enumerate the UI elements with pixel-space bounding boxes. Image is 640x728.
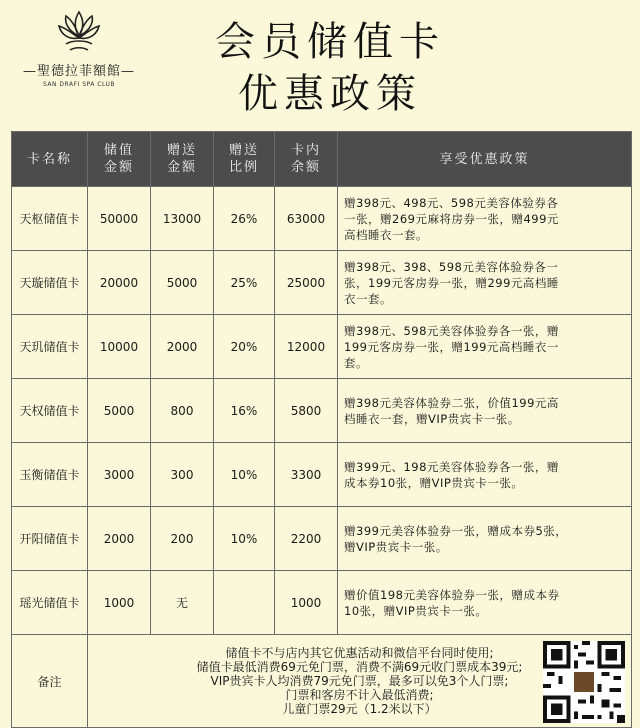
amount-cell: 2000 — [88, 507, 151, 571]
card-name-cell: 开阳储值卡 — [12, 507, 88, 571]
perk-line: 一张，赠269元麻将房券一张，赠499元 — [344, 211, 559, 226]
note-line: 储值卡最低消费69元免门票，消费不满69元收门票成本39元; — [196, 660, 523, 674]
brand-logo — [14, 10, 144, 110]
perk-line: 赠398元美容体验券二张，价值199元高 — [344, 395, 559, 410]
perks-cell — [338, 251, 632, 315]
ratio-cell — [214, 571, 275, 635]
header-perks: 享受优惠政策 — [338, 132, 632, 187]
amount-cell: 50000 — [88, 187, 151, 251]
table-row — [12, 187, 632, 251]
card-name-cell: 瑶光储值卡 — [12, 571, 88, 635]
amount-cell: 3000 — [88, 443, 151, 507]
ratio-cell: 25% — [214, 251, 275, 315]
perk-line: 赠399元、198元美容体验券各一张，赠 — [344, 459, 559, 474]
table-row — [12, 315, 632, 379]
bonus-cell: 200 — [151, 507, 214, 571]
qr-code-icon — [543, 641, 625, 723]
bonus-cell: 5000 — [151, 251, 214, 315]
balance-cell: 1000 — [275, 571, 338, 635]
balance-cell: 63000 — [275, 187, 338, 251]
perks-cell — [338, 315, 632, 379]
card-name-cell: 天璇储值卡 — [12, 251, 88, 315]
balance-cell: 12000 — [275, 315, 338, 379]
balance-cell: 2200 — [275, 507, 338, 571]
perk-line: 高档睡衣一套。 — [344, 227, 428, 242]
note-line: 储值卡不与店内其它优惠活动和微信平台同时使用; — [225, 646, 494, 660]
perk-line: 赠398元、498元、598元美容体验券各 — [344, 195, 559, 210]
balance-cell: 25000 — [275, 251, 338, 315]
table-row — [12, 379, 632, 443]
note-line: VIP贵宾卡人均消费79元免门票，最多可以免3个人门票; — [210, 674, 509, 688]
perk-line: 赠价值198元美容体验券一张，赠成本券 — [344, 587, 560, 602]
card-name-cell: 天权储值卡 — [12, 379, 88, 443]
page-header — [0, 0, 640, 122]
table-row — [12, 571, 632, 635]
ratio-cell: 10% — [214, 443, 275, 507]
table-row — [12, 251, 632, 315]
ratio-cell: 20% — [214, 315, 275, 379]
note-line: 门票和客房不计入最低消费; — [285, 688, 434, 702]
balance-cell: 3300 — [275, 443, 338, 507]
ratio-cell: 16% — [214, 379, 275, 443]
table-row — [12, 443, 632, 507]
header-card-name: 卡名称 — [12, 132, 88, 187]
perk-line: 199元客房券一张，赠199元高档睡衣一 — [344, 339, 559, 354]
notes-text — [88, 635, 632, 728]
perk-line: 成本券10张，赠VIP贵宾卡一张。 — [344, 475, 524, 490]
bonus-cell: 无 — [151, 571, 214, 635]
perks-cell — [338, 443, 632, 507]
perk-line: 张，199元客房券一张，赠299元高档睡 — [344, 275, 559, 290]
lotus-logo-icon — [56, 10, 102, 54]
bonus-cell: 13000 — [151, 187, 214, 251]
notes-row — [12, 635, 632, 728]
amount-cell: 10000 — [88, 315, 151, 379]
perks-cell — [338, 379, 632, 443]
header-balance: 卡内 余额 — [275, 132, 338, 187]
ratio-cell: 10% — [214, 507, 275, 571]
ratio-cell: 26% — [214, 187, 275, 251]
perks-cell — [338, 571, 632, 635]
table-row — [12, 507, 632, 571]
header-ratio: 赠送 比例 — [214, 132, 275, 187]
amount-cell: 1000 — [88, 571, 151, 635]
perk-line: 衣一套。 — [344, 291, 392, 306]
card-name-cell: 天玑储值卡 — [12, 315, 88, 379]
perks-cell — [338, 187, 632, 251]
note-line: 儿童门票29元（1.2米以下） — [282, 702, 437, 716]
page-title-line1: 会员储值卡 — [215, 19, 445, 65]
brand-name-cn: —聖德拉菲額館— — [22, 64, 135, 79]
card-name-cell: 天枢储值卡 — [12, 187, 88, 251]
bonus-cell: 800 — [151, 379, 214, 443]
notes-label: 备注 — [12, 635, 88, 728]
perks-cell — [338, 507, 632, 571]
amount-cell: 20000 — [88, 251, 151, 315]
bonus-cell: 300 — [151, 443, 214, 507]
balance-cell: 5800 — [275, 379, 338, 443]
perk-line: 赠399元美容体验券一张，赠成本券5张， — [344, 523, 568, 538]
bonus-cell: 2000 — [151, 315, 214, 379]
card-name-cell: 玉衡储值卡 — [12, 443, 88, 507]
perk-line: 赠398元、598元美容体验券各一张，赠 — [344, 323, 559, 338]
header-amount: 储值 金额 — [88, 132, 151, 187]
amount-cell: 5000 — [88, 379, 151, 443]
brand-name-en: SAN DRAFI SPA CLUB — [43, 81, 115, 88]
perk-line: 档睡衣一套，赠VIP贵宾卡一张。 — [344, 411, 520, 426]
header-bonus: 赠送 金额 — [151, 132, 214, 187]
perk-line: 赠398元、398、598元美容体验券各一 — [344, 259, 559, 274]
perk-line: 10张，赠VIP贵宾卡一张。 — [344, 603, 488, 618]
page-title-line2: 优惠政策 — [238, 71, 422, 117]
table-header-row — [12, 132, 632, 187]
perk-line: 赠VIP贵宾卡一张。 — [344, 539, 448, 554]
perk-line: 套。 — [344, 355, 368, 370]
membership-policy-table — [11, 131, 632, 728]
